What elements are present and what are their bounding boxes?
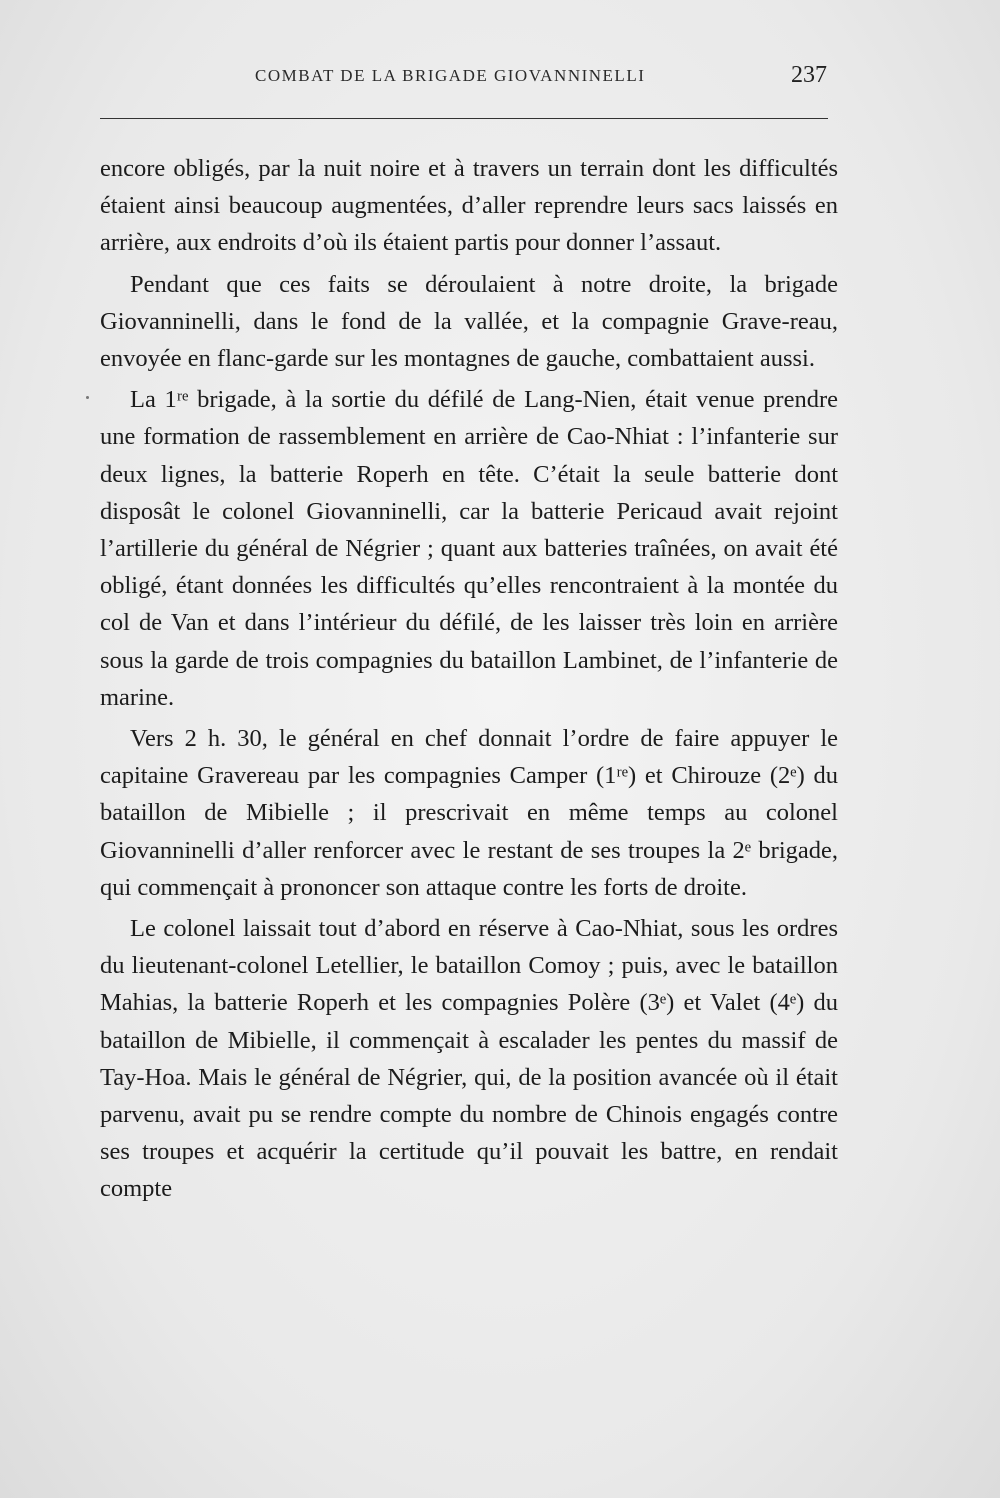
- page-number: 237: [791, 62, 827, 88]
- paragraph: Pendant que ces faits se déroulaient à notre droite, la brigade Giovanninelli, dans le fond de la vallée, et la compagnie Grave-reau, envoyée en flanc-garde sur les montagnes de gauche, combattaient aussi.: [100, 270, 838, 373]
- running-title: COMBAT DE LA BRIGADE GIOVANNINELLI: [255, 66, 646, 85]
- body-text: [100, 150, 838, 1212]
- paragraph: Vers 2 h. 30, le général en chef donnait l’ordre de faire appuyer le capitaine Gravereau par les compagnies Camper (1ʳᵉ) et Chirouze (2ᵉ) du bataillon de Mibielle ; il prescrivait en même temps au colonel Giovanninelli d’aller renforcer avec le restant de ses troupes la 2ᵉ brigade, qui commençait à prononcer son attaque contre les forts de droite.: [100, 725, 838, 901]
- paper-speck: [86, 396, 89, 399]
- paragraph: encore obligés, par la nuit noire et à travers un terrain dont les difficultés étaient ainsi beaucoup augmentées, d’aller reprendre leurs sacs laissés en arrière, aux endroits d’où ils étaient partis pour donner l’assaut.: [100, 155, 838, 257]
- paragraph: La 1ʳᵉ brigade, à la sortie du défilé de Lang-Nien, était venue prendre une formation de rassemblement en arrière de Cao-Nhiat : l’infanterie sur deux lignes, la batterie Roperh en tête. C’était la seule batterie dont disposât le colonel Giovanninelli, car la batterie Pericaud avait rejoint l’artillerie du général de Négrier ; quant aux batteries traînées, on avait été obligé, étant données les difficultés qu’elles rencontraient à la montée du col de Van et dans l’intérieur du défilé, de les laisser très loin en arrière sous la garde de trois compagnies du bataillon Lambinet, de l’infanterie de marine.: [100, 386, 838, 711]
- running-head: [100, 62, 835, 102]
- header-rule: [100, 118, 828, 119]
- paragraph: Le colonel laissait tout d’abord en réserve à Cao-Nhiat, sous les ordres du lieutenant-colonel Letellier, le bataillon Comoy ; puis, avec le bataillon Mahias, la batterie Roperh et les compagnies Polère (3ᵉ) et Valet (4ᵉ) du bataillon de Mibielle, il commençait à escalader les pentes du massif de Tay-Hoa. Mais le général de Négrier, qui, de la position avancée où il était parvenu, avait pu se rendre compte du nombre de Chinois engagés contre ses troupes et acquérir la certitude qu’il pouvait les battre, en rendait compte: [100, 915, 838, 1203]
